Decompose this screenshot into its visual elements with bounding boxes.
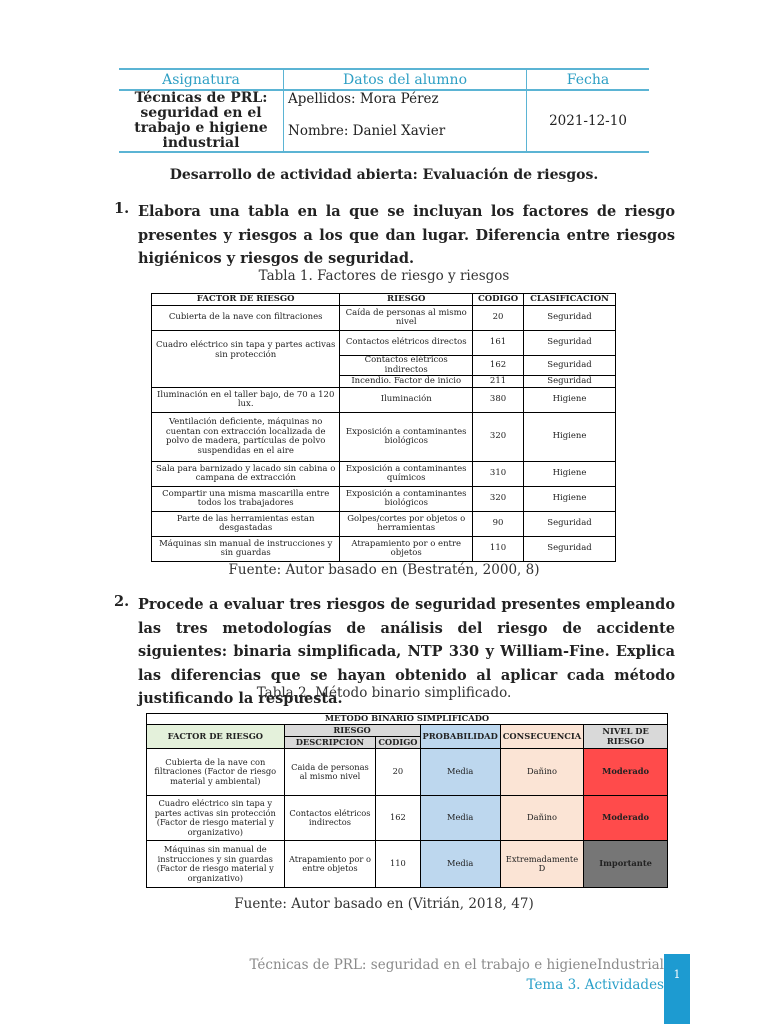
footer-topic: Tema 3. Actividades <box>526 977 664 993</box>
question-1-number: 1. <box>114 200 130 217</box>
t1-riesgo: Iluminación <box>340 388 473 413</box>
student-data <box>284 90 527 152</box>
t1-riesgo: Golpes/cortes por objetos o herramientas <box>340 512 473 537</box>
t2-header-codigo: CODIGO <box>376 737 420 749</box>
t1-clasificacion: Higiene <box>524 413 616 462</box>
t2-codigo: 110 <box>376 841 420 888</box>
table-row <box>152 413 616 462</box>
t2-consecuencia: Extremadamente D <box>500 841 583 888</box>
t1-clasificacion: Seguridad <box>524 306 616 331</box>
table-row <box>152 306 616 331</box>
question-1-text: Elabora una tabla en la que se incluyan los factores de riesgo presentes y riesgos a los que dan lugar. Diferencia entre riesgos higiénicos y riesgos de seguridad. <box>138 203 675 267</box>
t1-codigo: 20 <box>473 306 524 331</box>
table-row <box>152 512 616 537</box>
t1-clasificacion: Seguridad <box>524 356 616 376</box>
t1-factor: Iluminación en el taller bajo, de 70 a 120 lux. <box>152 388 340 413</box>
t2-title: METODO BINARIO SIMPLIFICADO <box>147 714 668 725</box>
header-table <box>119 68 649 153</box>
t1-factor: Cuadro eléctrico sin tapa y partes activas sin protección <box>152 331 340 388</box>
t2-header-probabilidad: PROBABILIDAD <box>420 725 500 749</box>
table-row <box>147 749 668 796</box>
table-2-caption: Tabla 2. Método binario simplificado. <box>256 685 512 701</box>
t1-factor: Compartir una misma mascarilla entre todos los trabajadores <box>152 487 340 512</box>
t2-descripcion: Atrapamiento por o entre objetos <box>284 841 376 888</box>
t1-factor: Cubierta de la nave con filtraciones <box>152 306 340 331</box>
t2-consecuencia: Dañino <box>500 796 583 841</box>
t1-factor: Sala para barnizado y lacado sin cabina o campana de extracción <box>152 462 340 487</box>
t2-factor: Máquinas sin manual de instrucciones y sin guardas (Factor de riesgo material y organizativo) <box>147 841 285 888</box>
t1-header-codigo: CODIGO <box>473 294 524 306</box>
t1-factor: Máquinas sin manual de instrucciones y sin guardas <box>152 537 340 562</box>
t2-factor: Cubierta de la nave con filtraciones (Factor de riesgo material y ambiental) <box>147 749 285 796</box>
t2-probabilidad: Media <box>420 796 500 841</box>
header-col-date: Fecha <box>527 69 650 90</box>
t1-factor: Ventilación deficiente, máquinas no cuentan con extracción localizada de polvo de madera, partículas de polvo suspendidas en el aire <box>152 413 340 462</box>
t2-probabilidad: Media <box>420 841 500 888</box>
t2-codigo: 162 <box>376 796 420 841</box>
t1-riesgo: Exposición a contaminantes biológicos <box>340 413 473 462</box>
t2-codigo: 20 <box>376 749 420 796</box>
table-1 <box>151 293 616 562</box>
t1-header-factor: FACTOR DE RIESGO <box>152 294 340 306</box>
t1-codigo: 161 <box>473 331 524 356</box>
t1-riesgo: Atrapamiento por o entre objetos <box>340 537 473 562</box>
table-row <box>152 388 616 413</box>
page-number: 1 <box>664 954 690 1024</box>
table-1-source: Fuente: Autor basado en (Bestratén, 2000, 8) <box>228 562 540 578</box>
t1-clasificacion: Higiene <box>524 462 616 487</box>
t1-riesgo: Incendio. Factor de inicio <box>340 376 473 388</box>
t1-clasificacion: Seguridad <box>524 376 616 388</box>
table-2-source: Fuente: Autor basado en (Vitrián, 2018, 47) <box>234 896 534 912</box>
footer-course: Técnicas de PRL: seguridad en el trabajo e higieneIndustrial <box>249 957 664 973</box>
activity-title: Desarrollo de actividad abierta: Evaluación de riesgos. <box>169 167 599 183</box>
header-col-student: Datos del alumno <box>284 69 527 90</box>
t1-codigo: 211 <box>473 376 524 388</box>
question-2-number: 2. <box>114 593 130 610</box>
t1-codigo: 110 <box>473 537 524 562</box>
subject-name: Técnicas de PRL: seguridad en el trabajo e higiene industrial <box>119 90 284 152</box>
table-1-caption: Tabla 1. Factores de riesgo y riesgos <box>258 268 510 284</box>
header-col-subject: Asignatura <box>119 69 284 90</box>
t2-header-consecuencia: CONSECUENCIA <box>500 725 583 749</box>
t1-codigo: 90 <box>473 512 524 537</box>
t2-header-descripcion: DESCRIPCION <box>284 737 376 749</box>
t1-riesgo: Exposición a contaminantes químicos <box>340 462 473 487</box>
t1-codigo: 380 <box>473 388 524 413</box>
table-row <box>152 487 616 512</box>
t1-codigo: 320 <box>473 413 524 462</box>
t1-codigo: 162 <box>473 356 524 376</box>
table-row <box>152 462 616 487</box>
t1-riesgo: Contactos elétricos directos <box>340 331 473 356</box>
table-2 <box>146 713 668 888</box>
t2-header-nivel: NIVEL DE RIESGO <box>584 725 668 749</box>
t1-clasificacion: Seguridad <box>524 512 616 537</box>
question-2-text: Procede a evaluar tres riesgos de seguridad presentes empleando las tres metodologías de análisis del riesgo de accidente siguientes: binaria simplificada, NTP 330 y William-Fine. Explica las diferencias que se hayan obtenido al aplicar cada método justificando la respuesta. <box>138 596 675 707</box>
t1-header-riesgo: RIESGO <box>340 294 473 306</box>
t2-nivel: Moderado <box>584 796 668 841</box>
t1-factor: Parte de las herramientas estan desgastadas <box>152 512 340 537</box>
t1-codigo: 320 <box>473 487 524 512</box>
t2-header-riesgo: RIESGO <box>284 725 420 737</box>
t2-descripcion: Caida de personas al mismo nivel <box>284 749 376 796</box>
t2-nivel: Importante <box>584 841 668 888</box>
t1-clasificacion: Higiene <box>524 487 616 512</box>
t2-nivel: Moderado <box>584 749 668 796</box>
t1-clasificacion: Seguridad <box>524 537 616 562</box>
t2-factor: Cuadro eléctrico sin tapa y partes activas sin protección (Factor de riesgo material y organizativo) <box>147 796 285 841</box>
t2-consecuencia: Dañino <box>500 749 583 796</box>
t1-riesgo: Exposición a contaminantes biológicos <box>340 487 473 512</box>
t1-clasificacion: Seguridad <box>524 331 616 356</box>
t2-header-factor: FACTOR DE RIESGO <box>147 725 285 749</box>
t1-clasificacion: Higiene <box>524 388 616 413</box>
table-row <box>152 331 616 356</box>
date-value: 2021-12-10 <box>527 90 650 152</box>
t2-probabilidad: Media <box>420 749 500 796</box>
table-row <box>152 537 616 562</box>
t1-riesgo: Caída de personas al mismo nivel <box>340 306 473 331</box>
student-name: Nombre: Daniel Xavier <box>288 123 446 139</box>
t1-riesgo: Contactos elétricos indirectos <box>340 356 473 376</box>
t1-header-clasificacion: CLASIFICACION <box>524 294 616 306</box>
t2-descripcion: Contactos elétricos indirectos <box>284 796 376 841</box>
student-surnames: Apellidos: Mora Pérez <box>288 91 439 107</box>
t1-codigo: 310 <box>473 462 524 487</box>
table-row <box>147 841 668 888</box>
table-row <box>147 796 668 841</box>
